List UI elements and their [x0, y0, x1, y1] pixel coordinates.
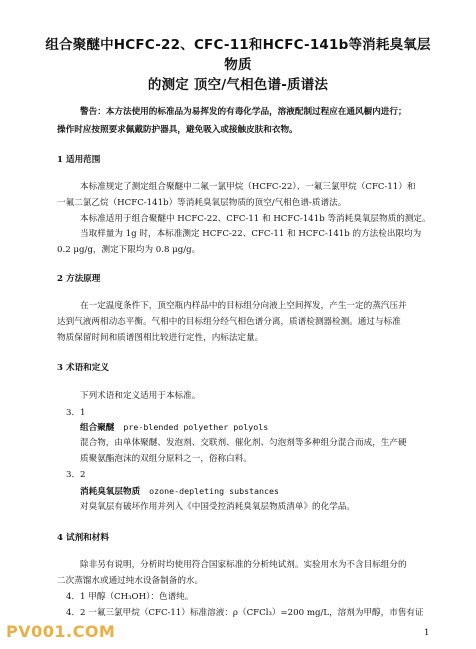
clause-3-1-number: 3．1: [66, 408, 86, 418]
section-1-paragraph-1b: 一氟二氯乙烷（HCFC-141b）等消耗臭氧层物质的顶空/气相色谱-质谱法。: [57, 198, 347, 208]
section-3-heading: 3 术语和定义: [57, 363, 109, 373]
section-4-paragraph-a: 除非另有说明，分析时均使用符合国家标准的分析纯试剂。实验用水为不含目标组分的: [80, 560, 407, 570]
section-1-paragraph-2: 本标准适用于组合聚醚中 HCFC-22、CFC-11 和 HCFC-141b 等消耗臭氧层物质的测定。: [80, 214, 431, 224]
section-1-paragraph-1a: 本标准规定了测定组合聚醚中二氟一氯甲烷（HCFC-22）、一氟三氯甲烷（CFC-11）和: [80, 182, 416, 192]
document-title-line-2: 的测定 顶空/气相色谱-质谱法: [147, 77, 329, 93]
warning-line-2: 操作时应按照要求佩戴防护器具，避免吸入或接触皮肤和衣物。: [57, 125, 298, 135]
item-4-2: 4．2 一氟三氯甲烷（CFC-11）标准溶液：ρ（CFCl₃）=200 mg/L，溶剂为甲醇，市售有证: [66, 608, 424, 618]
section-1-paragraph-3a: 当取样量为 1g 时，本标准测定 HCFC-22、CFC-11 和 HCFC-141b 的方法检出限均为: [80, 229, 422, 239]
section-1-paragraph-3b: 0.2 μg/g，测定下限均为 0.8 μg/g。: [57, 245, 201, 255]
term-3-2-chinese: 消耗臭氧层物质: [80, 487, 141, 497]
section-4-heading: 4 试剂和材料: [57, 533, 109, 543]
definition-3-1a: 混合物，由单体聚醚、发泡剂、交联剂、催化剂、匀泡剂等多种组分混合而成，生产硬: [80, 438, 407, 448]
section-3-intro: 下列术语和定义适用于本标准。: [80, 391, 201, 401]
document-title-line-1: 组合聚醚中HCFC-22、CFC-11和HCFC-141b等消耗臭氧层物质: [45, 37, 431, 73]
page-number: 1: [424, 628, 430, 638]
section-4-paragraph-b: 二次蒸馏水或通过纯水设备制备的水。: [57, 576, 204, 586]
section-2-paragraph-a: 在一定温度条件下，顶空瓶内样品中的目标组分向液上空间挥发，产生一定的蒸汽压并: [80, 301, 407, 311]
definition-3-2: 对臭氧层有破坏作用并列入《中国受控消耗臭氧层物质清单》的化学品。: [80, 502, 356, 512]
warning-line-1: 警告：本方法使用的标准品为易挥发的有毒化学品，溶液配制过程应在通风橱内进行；: [80, 107, 407, 117]
definition-3-1b: 质聚氨酯泡沫的双组分原料之一，俗称白料。: [80, 454, 252, 464]
section-2-paragraph-c: 物质保留时间和质谱图相比较进行定性，内标法定量。: [57, 333, 264, 343]
term-3-2-english: ozone-depleting substances: [149, 486, 280, 496]
clause-3-2-number: 3．2: [66, 470, 86, 480]
term-3-2: [80, 485, 279, 498]
term-3-1: [80, 421, 268, 434]
item-4-1: 4．1 甲醇（CH₃OH）：色谱纯。: [66, 592, 194, 602]
section-2-heading: 2 方法原理: [57, 274, 101, 284]
section-1-heading: 1 适用范围: [57, 155, 101, 165]
section-2-paragraph-b: 达到气液两相动态平衡。气相中的目标组分经气相色谱分离，质谱检测器检测。通过与标准: [57, 317, 401, 327]
term-3-1-english: pre-blended polyether polyols: [123, 422, 269, 432]
term-3-1-chinese: 组合聚醚: [80, 423, 115, 433]
watermark-text: PV001.COM: [6, 622, 116, 641]
